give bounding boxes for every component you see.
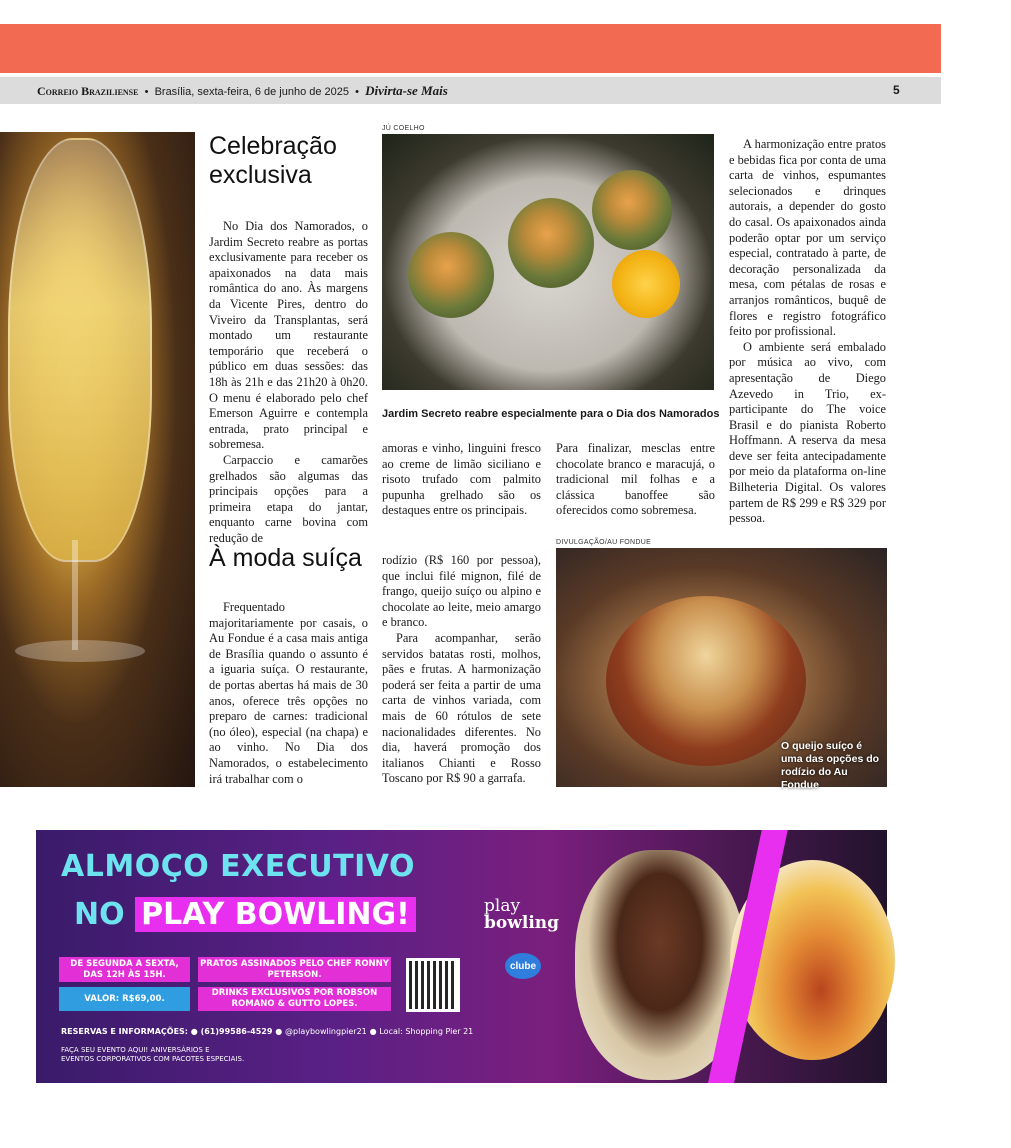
newspaper-brand: Correio Braziliense <box>37 84 139 98</box>
reservas-label: RESERVAS E INFORMAÇÕES: <box>61 1027 188 1036</box>
article1-column1 <box>209 219 368 546</box>
fondue-caption: O queijo suíço é uma das opções do rodízio do Au Fondue <box>781 740 880 791</box>
ad-headline-highlight: PLAY BOWLING! <box>135 897 416 932</box>
ad-phone[interactable]: (61)99586-4529 <box>200 1027 273 1036</box>
ad-headline-prefix: NO <box>74 897 125 932</box>
location-icon: ● <box>369 1027 377 1036</box>
logo-line2: bowling <box>484 913 560 933</box>
ad-footer-line2: EVENTOS CORPORATIVOS COM PACOTES ESPECIAIS. <box>61 1055 245 1063</box>
article1-column3 <box>556 441 715 519</box>
phone-icon: ● <box>190 1027 198 1036</box>
page-number: 5 <box>893 83 900 97</box>
paragraph: amoras e vinho, linguini fresco ao creme de limão siciliano e risoto trufado com palmito pupunha grelhado são os destaques entre os principais. <box>382 441 541 518</box>
glass-stem-shape <box>72 540 78 650</box>
instagram-icon: ● <box>275 1027 283 1036</box>
fig-shape-1 <box>408 232 494 318</box>
qr-code-icon[interactable] <box>406 958 460 1012</box>
page-header: Correio Braziliense • Brasília, sexta-feira, 6 de junho de 2025 • Divirta-se Mais <box>37 83 448 98</box>
figs-caption: Jardim Secreto reabre especialmente para o Dia dos Namorados <box>382 408 720 420</box>
article1-column4 <box>729 137 886 527</box>
article1-column2 <box>382 441 541 519</box>
glass-base-shape <box>15 640 145 662</box>
section-name: Divirta-se Mais <box>365 83 448 98</box>
paragraph: No Dia dos Namorados, o Jardim Secreto reabre as portas exclusivamente para receber os apaixonados na data mais romântica do ano. Às margens da Vicente Pires, dentro do Viveiro da Transplantas, será montado um restaurante temporário que receberá o público em duas sessões: das 18h às 21h e das 21h20 à 0h20. O menu é elaborado pelo chef Emerson Aguirre e contempla entrada, prato principal e sobremesa. <box>209 219 368 452</box>
ad-drinks-box: DRINKS EXCLUSIVOS POR ROBSON ROMANO & GUTTO LOPES. <box>198 987 391 1011</box>
logo-line1: play <box>484 896 521 916</box>
ad-contact-line <box>61 1027 473 1036</box>
article1-title-line2: exclusiva <box>209 161 312 189</box>
ad-instagram[interactable]: @playbowlingpier21 <box>285 1027 367 1036</box>
champagne-glass-shape <box>8 138 152 562</box>
article2-column1 <box>209 600 368 787</box>
article2-column2 <box>382 553 541 787</box>
ad-footer-line1: FAÇA SEU EVENTO AQUI! ANIVERSÁRIOS E <box>61 1046 210 1054</box>
article1-title <box>209 132 337 190</box>
paragraph: Para acompanhar, serão servidos batatas rosti, molhos, pães e frutas. A harmonização poderá ser feita a partir de uma carta de vinhos variada, com mais de 60 rótulos de sete nacionalidades diferentes. No dia, haverá promoção dos italianos Chianti e Rosso Toscano por R$ 90 a garrafa. <box>382 630 541 786</box>
dateline: Brasília, sexta-feira, 6 de junho de 2025 <box>154 86 350 98</box>
fig-shape-3 <box>592 170 672 250</box>
paragraph: O ambiente será embalado por música ao vivo, com apresentação de Diego Azevedo in Trio, ex-participante do The voice Brasil e do pianista Roberto Hoffmann. A reserva da mesa deve ser feita antecipadamente por meio da plataforma on-line Bilheteria Digital. Os valores partem de R$ 299 e R$ 329 por pessoa. <box>729 339 886 526</box>
ad-hours-box: DE SEGUNDA A SEXTA, DAS 12H ÀS 15H. <box>59 957 190 982</box>
top-color-bar <box>0 24 941 73</box>
ad-headline-line2 <box>74 897 416 932</box>
fondue-pot-shape <box>606 596 806 766</box>
article2-title: À moda suíça <box>209 544 362 572</box>
photo-credit-figs: JÚ COELHO <box>382 125 425 132</box>
ad-headline-line1: ALMOÇO EXECUTIVO <box>61 849 415 884</box>
paragraph: rodízio (R$ 160 por pessoa), que inclui filé mignon, filé de frango, queijo suíço ou alpino e chocolate ao leite, meio amargo e branco. <box>382 553 541 630</box>
ad-location: Local: Shopping Pier 21 <box>379 1027 474 1036</box>
ad-chef-box: PRATOS ASSINADOS PELO CHEF RONNY PETERSON. <box>198 957 391 982</box>
paragraph: Frequentado majoritariamente por casais, o Au Fondue é a casa mais antiga de Brasília quando o assunto é a iguaria suíça. O restaurante, de portas abertas há mais de 30 anos, oferece três opções no preparo de carnes: tradicional (no óleo), especial (na chapa) e ao vinho. No Dia dos Namorados, o estabelecimento irá trabalhar com o <box>209 600 368 786</box>
ad-price-box: VALOR: R$69,00. <box>59 987 190 1011</box>
article1-title-line1: Celebração <box>209 132 337 160</box>
fig-shape-2 <box>508 198 594 288</box>
play-bowling-logo <box>484 898 559 932</box>
photo-credit-fondue: DIVULGAÇÃO/AU FONDUE <box>556 539 652 546</box>
ad-footer <box>61 1046 244 1064</box>
flower-shape <box>612 250 680 318</box>
paragraph: Para finalizar, mesclas entre chocolate branco e maracujá, o tradicional mil folhas e a clássica banoffee são oferecidos como sobremesa. <box>556 441 715 518</box>
paragraph: A harmonização entre pratos e bebidas fica por conta de uma carta de vinhos, espumantes selecionados e drinques autorais, a depender do gosto do casal. Os apaixonados ainda poderão optar por um serviço especial, contratado à parte, de decoração personalizada da mesa, com pétalas de rosas e arranjos românticos, buquê de flores e registro fotográfico feito por profissional. <box>729 137 886 339</box>
clube-logo: clube <box>505 953 541 979</box>
paragraph: Carpaccio e camarões grelhados são algumas das principais opções para a primeira etapa do jantar, enquanto carne bovina com redução de <box>209 452 368 545</box>
